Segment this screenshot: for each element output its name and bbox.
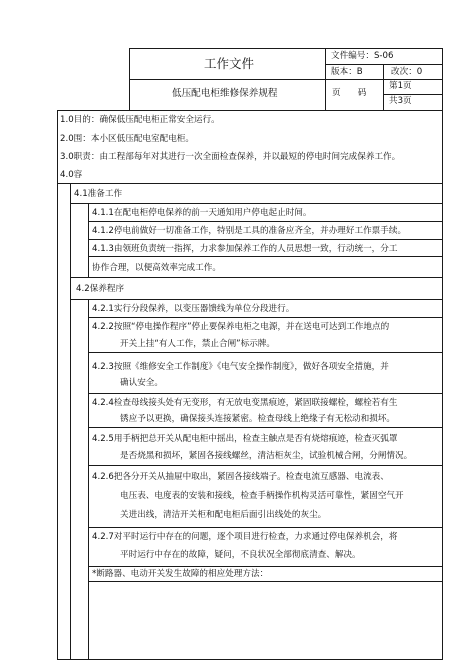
row-line [89, 352, 443, 353]
body-indent-border-2 [88, 203, 89, 277]
row-line [89, 465, 443, 466]
row-line [89, 581, 443, 582]
item-4-2-7-line1: 4.2.7对平时运行中存在的问题，逐个项目进行检查，力求通过停电保养机会，将 [92, 532, 398, 542]
header-row-line-1 [326, 64, 443, 65]
section-responsibility: 3.0职责：由工程部每年对其进行一次全面检查保养，并以最短的停电时间完成保养工作。 [60, 152, 401, 162]
header-row-line-3 [384, 94, 443, 95]
header-top-border [129, 48, 443, 49]
item-4-2-1: 4.2.1实行分段保养，以变压器馈线为单位分段进行。 [92, 304, 295, 314]
page-total: 共3页 [389, 96, 412, 106]
item-4-1-3-line2: 协作合理，以便高效率完成工作。 [92, 263, 221, 273]
body-indent-border-1 [70, 183, 71, 660]
page-current: 第1页 [389, 81, 412, 91]
item-4-1-3-line1: 4.1.3由领班负责统一指挥，力求参加保养工作的人员思想一致，行动统一，分工 [92, 244, 398, 254]
row-line [89, 566, 443, 567]
item-4-2-3-line2: 确认安全。 [120, 378, 163, 388]
header-mid-divider [130, 79, 325, 80]
document-subtitle: 低压配电柜维修保养规程 [172, 88, 278, 99]
row-line [89, 256, 443, 257]
body-indent-border-3 [88, 299, 89, 660]
row-line [89, 527, 443, 528]
version: 版本：B [331, 67, 363, 77]
header-bottom-border [57, 110, 443, 111]
item-4-1-1: 4.1.1在配电柜停电保养的前一天通知用户停电起止时间。 [92, 208, 312, 218]
item-4-2-5-line2: 是否烧黑和损坏，紧固各接线螺丝，清洁柜灰尘，试验机械合闸，分闸情况。 [120, 451, 413, 461]
row-line [89, 427, 443, 428]
note-breaker-fault: *断路器、电动开关发生故障的相应处理方法： [92, 569, 269, 579]
item-4-2-4-line1: 4.2.4检查母线接头处有无变形，有无放电变黑痕迹，紧固联接螺栓，螺栓若有生 [92, 398, 398, 408]
item-4-2-6-line2: 电压表、电度表的安装和接线，检查手柄操作机构灵活可靠性，紧固空气开 [120, 491, 404, 501]
item-4-2-5-line1: 4.2.5用手柄把总开关从配电柜中摇出，检查主触点是否有烧熔痕迹，检查灭弧罩 [92, 434, 398, 444]
item-4-2-6-line1: 4.2.6把各分开关从抽屉中取出，紧固各接线端子。检查电流互感器、电流表、 [92, 472, 389, 482]
section-scope: 2.0围：本小区低压配电室配电柜。 [60, 134, 194, 144]
section-purpose: 1.0目的：确保低压配电柜正常安全运行。 [60, 115, 220, 125]
heading-maintenance-procedure: 4.2保养程序 [76, 284, 125, 294]
row-line [71, 277, 443, 278]
heading-preparation: 4.1准备工作 [74, 189, 123, 199]
item-4-2-6-line3: 关进出线，清洁开关柜和配电柜后面引出线处的灰尘。 [120, 510, 327, 520]
revision: 改次：0 [391, 67, 423, 77]
row-line [89, 221, 443, 222]
row-line [89, 393, 443, 394]
body-bottom-border [57, 659, 443, 660]
row-line [71, 299, 443, 300]
document-title: 工作文件 [204, 56, 255, 71]
item-4-2-4-line2: 锈应予以更换，确保接头连接紧密。检查母线上绝缘子有无松动和损坏。 [120, 414, 396, 424]
row-line [57, 183, 443, 184]
row-line [71, 203, 443, 204]
row-line [89, 239, 443, 240]
table-right-border [442, 48, 443, 660]
header-row-line-2 [326, 79, 443, 80]
page-label: 页 码 [332, 88, 367, 98]
row-line [89, 317, 443, 318]
item-4-2-2-line2: 开关上挂“有人工作，禁止合闸”标示牌。 [120, 339, 275, 349]
body-left-border [57, 110, 58, 660]
doc-number: 文件编号：S-06 [331, 51, 394, 61]
item-4-1-2: 4.1.2停电前做好一切准备工作，特别是工具的准备应齐全，并办理好工作票手续。 [92, 226, 407, 236]
item-4-2-2-line1: 4.2.2按照“停电操作程序”停止要保养电柜之电源，并在送电可达到工作地点的 [92, 322, 390, 332]
item-4-2-3-line1: 4.2.3按照《维修安全工作制度》《电气安全操作制度》，做好各项安全措施，并 [92, 362, 389, 372]
item-4-2-7-line2: 平时运行中存在的故障，疑问，不良状况全部彻底清查、解决。 [120, 550, 361, 560]
section-content: 4.0容 [60, 170, 83, 180]
header-right-col-divider [383, 64, 384, 110]
